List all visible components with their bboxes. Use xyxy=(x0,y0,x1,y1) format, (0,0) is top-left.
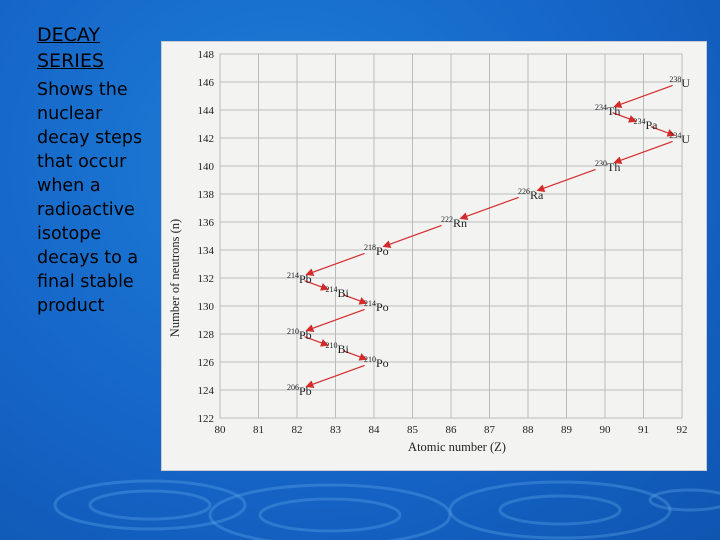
nuclide-labels xyxy=(287,75,690,398)
nuclide-label xyxy=(595,103,620,118)
x-tick-label: 86 xyxy=(445,424,457,436)
slide-title-line: DECAY xyxy=(37,24,101,46)
mass-number: 210 xyxy=(364,355,376,364)
slide-body-line: Shows the xyxy=(37,80,128,100)
y-tick-label: 122 xyxy=(197,413,214,425)
slide-body-line: radioactive xyxy=(37,200,135,220)
nuclide-label xyxy=(669,131,690,146)
nuclide-label xyxy=(326,341,350,356)
slide-body-line: decays to a xyxy=(37,248,139,268)
nuclide-label xyxy=(364,243,389,258)
element-symbol: Po xyxy=(376,356,389,370)
slide-text-block xyxy=(37,22,157,318)
y-tick-label: 132 xyxy=(197,273,214,285)
nuclide-label xyxy=(595,159,620,174)
y-tick-label: 126 xyxy=(197,357,214,369)
element-symbol: Po xyxy=(376,244,389,258)
element-symbol: Bi xyxy=(337,286,349,300)
y-tick-label: 130 xyxy=(197,301,214,313)
y-tick-label: 140 xyxy=(197,161,214,173)
y-tick-label: 146 xyxy=(197,77,214,89)
mass-number: 210 xyxy=(325,341,338,350)
x-tick-label: 81 xyxy=(253,424,264,436)
mass-number: 238 xyxy=(669,75,682,84)
slide-body-line: isotope xyxy=(37,224,102,244)
element-symbol: U xyxy=(681,76,690,90)
nuclide-label xyxy=(287,271,312,286)
mass-number: 214 xyxy=(325,285,338,294)
slide-body-line: nuclear xyxy=(37,104,103,124)
slide-body-line: product xyxy=(37,296,105,316)
decay-series-chart xyxy=(162,42,706,470)
mass-number: 234 xyxy=(669,131,682,140)
nuclide-label xyxy=(669,75,690,90)
x-tick-label: 82 xyxy=(291,424,303,436)
element-symbol: Th xyxy=(607,160,621,174)
element-symbol: Pb xyxy=(299,272,312,286)
element-symbol: Rn xyxy=(453,216,468,230)
slide-body-line: when a xyxy=(37,176,101,196)
x-tick-label: 92 xyxy=(676,424,688,436)
x-tick-label: 84 xyxy=(368,424,380,436)
x-tick-label: 80 xyxy=(214,424,226,436)
x-tick-label: 90 xyxy=(599,424,611,436)
nuclide-label xyxy=(518,187,544,202)
y-tick-label: 128 xyxy=(197,329,214,341)
x-axis-label: Atomic number (Z) xyxy=(408,440,506,454)
mass-number: 222 xyxy=(441,215,453,224)
nuclide-label xyxy=(441,215,467,230)
slide-body-line: decay steps xyxy=(37,128,143,148)
y-tick-label: 144 xyxy=(197,105,214,117)
x-tick-label: 83 xyxy=(330,424,341,436)
element-symbol: Pb xyxy=(299,328,312,342)
x-tick-label: 91 xyxy=(638,424,649,436)
mass-number: 206 xyxy=(287,383,299,392)
x-tick-label: 89 xyxy=(561,424,572,436)
chart-panel xyxy=(162,42,706,470)
mass-number: 230 xyxy=(595,159,607,168)
y-tick-label: 134 xyxy=(197,245,214,257)
x-tick-label: 88 xyxy=(522,424,534,436)
y-tick-label: 124 xyxy=(197,385,214,397)
slide-title xyxy=(37,22,157,74)
y-tick-label: 136 xyxy=(197,217,214,229)
element-symbol: Ra xyxy=(530,188,544,202)
x-tick-label: 85 xyxy=(407,424,418,436)
y-axis-label: Number of neutrons (n) xyxy=(168,218,182,338)
element-symbol: Pa xyxy=(645,118,658,132)
mass-number: 226 xyxy=(518,187,530,196)
element-symbol: Po xyxy=(376,300,389,314)
nuclide-label xyxy=(287,383,312,398)
mass-number: 234 xyxy=(595,103,607,112)
element-symbol: U xyxy=(681,132,690,146)
nuclide-label xyxy=(364,355,389,370)
slide-body-line: that occur xyxy=(37,152,127,172)
nuclide-label xyxy=(364,299,389,314)
nuclide-label xyxy=(287,327,312,342)
x-tick-label: 87 xyxy=(484,424,495,436)
y-tick-label: 142 xyxy=(197,133,214,145)
y-tick-label: 138 xyxy=(197,189,214,201)
mass-number: 234 xyxy=(633,117,646,126)
mass-number: 210 xyxy=(287,327,299,336)
slide-body-line: final stable xyxy=(37,272,134,292)
slide-body xyxy=(37,78,157,318)
element-symbol: Bi xyxy=(337,342,349,356)
element-symbol: Pb xyxy=(299,384,312,398)
element-symbol: Th xyxy=(607,104,621,118)
y-tick-label: 148 xyxy=(197,49,214,61)
mass-number: 214 xyxy=(287,271,299,280)
slide-title-line: SERIES xyxy=(37,50,104,72)
nuclide-label xyxy=(634,117,659,132)
mass-number: 218 xyxy=(364,243,376,252)
nuclide-label xyxy=(326,285,350,300)
mass-number: 214 xyxy=(364,299,376,308)
